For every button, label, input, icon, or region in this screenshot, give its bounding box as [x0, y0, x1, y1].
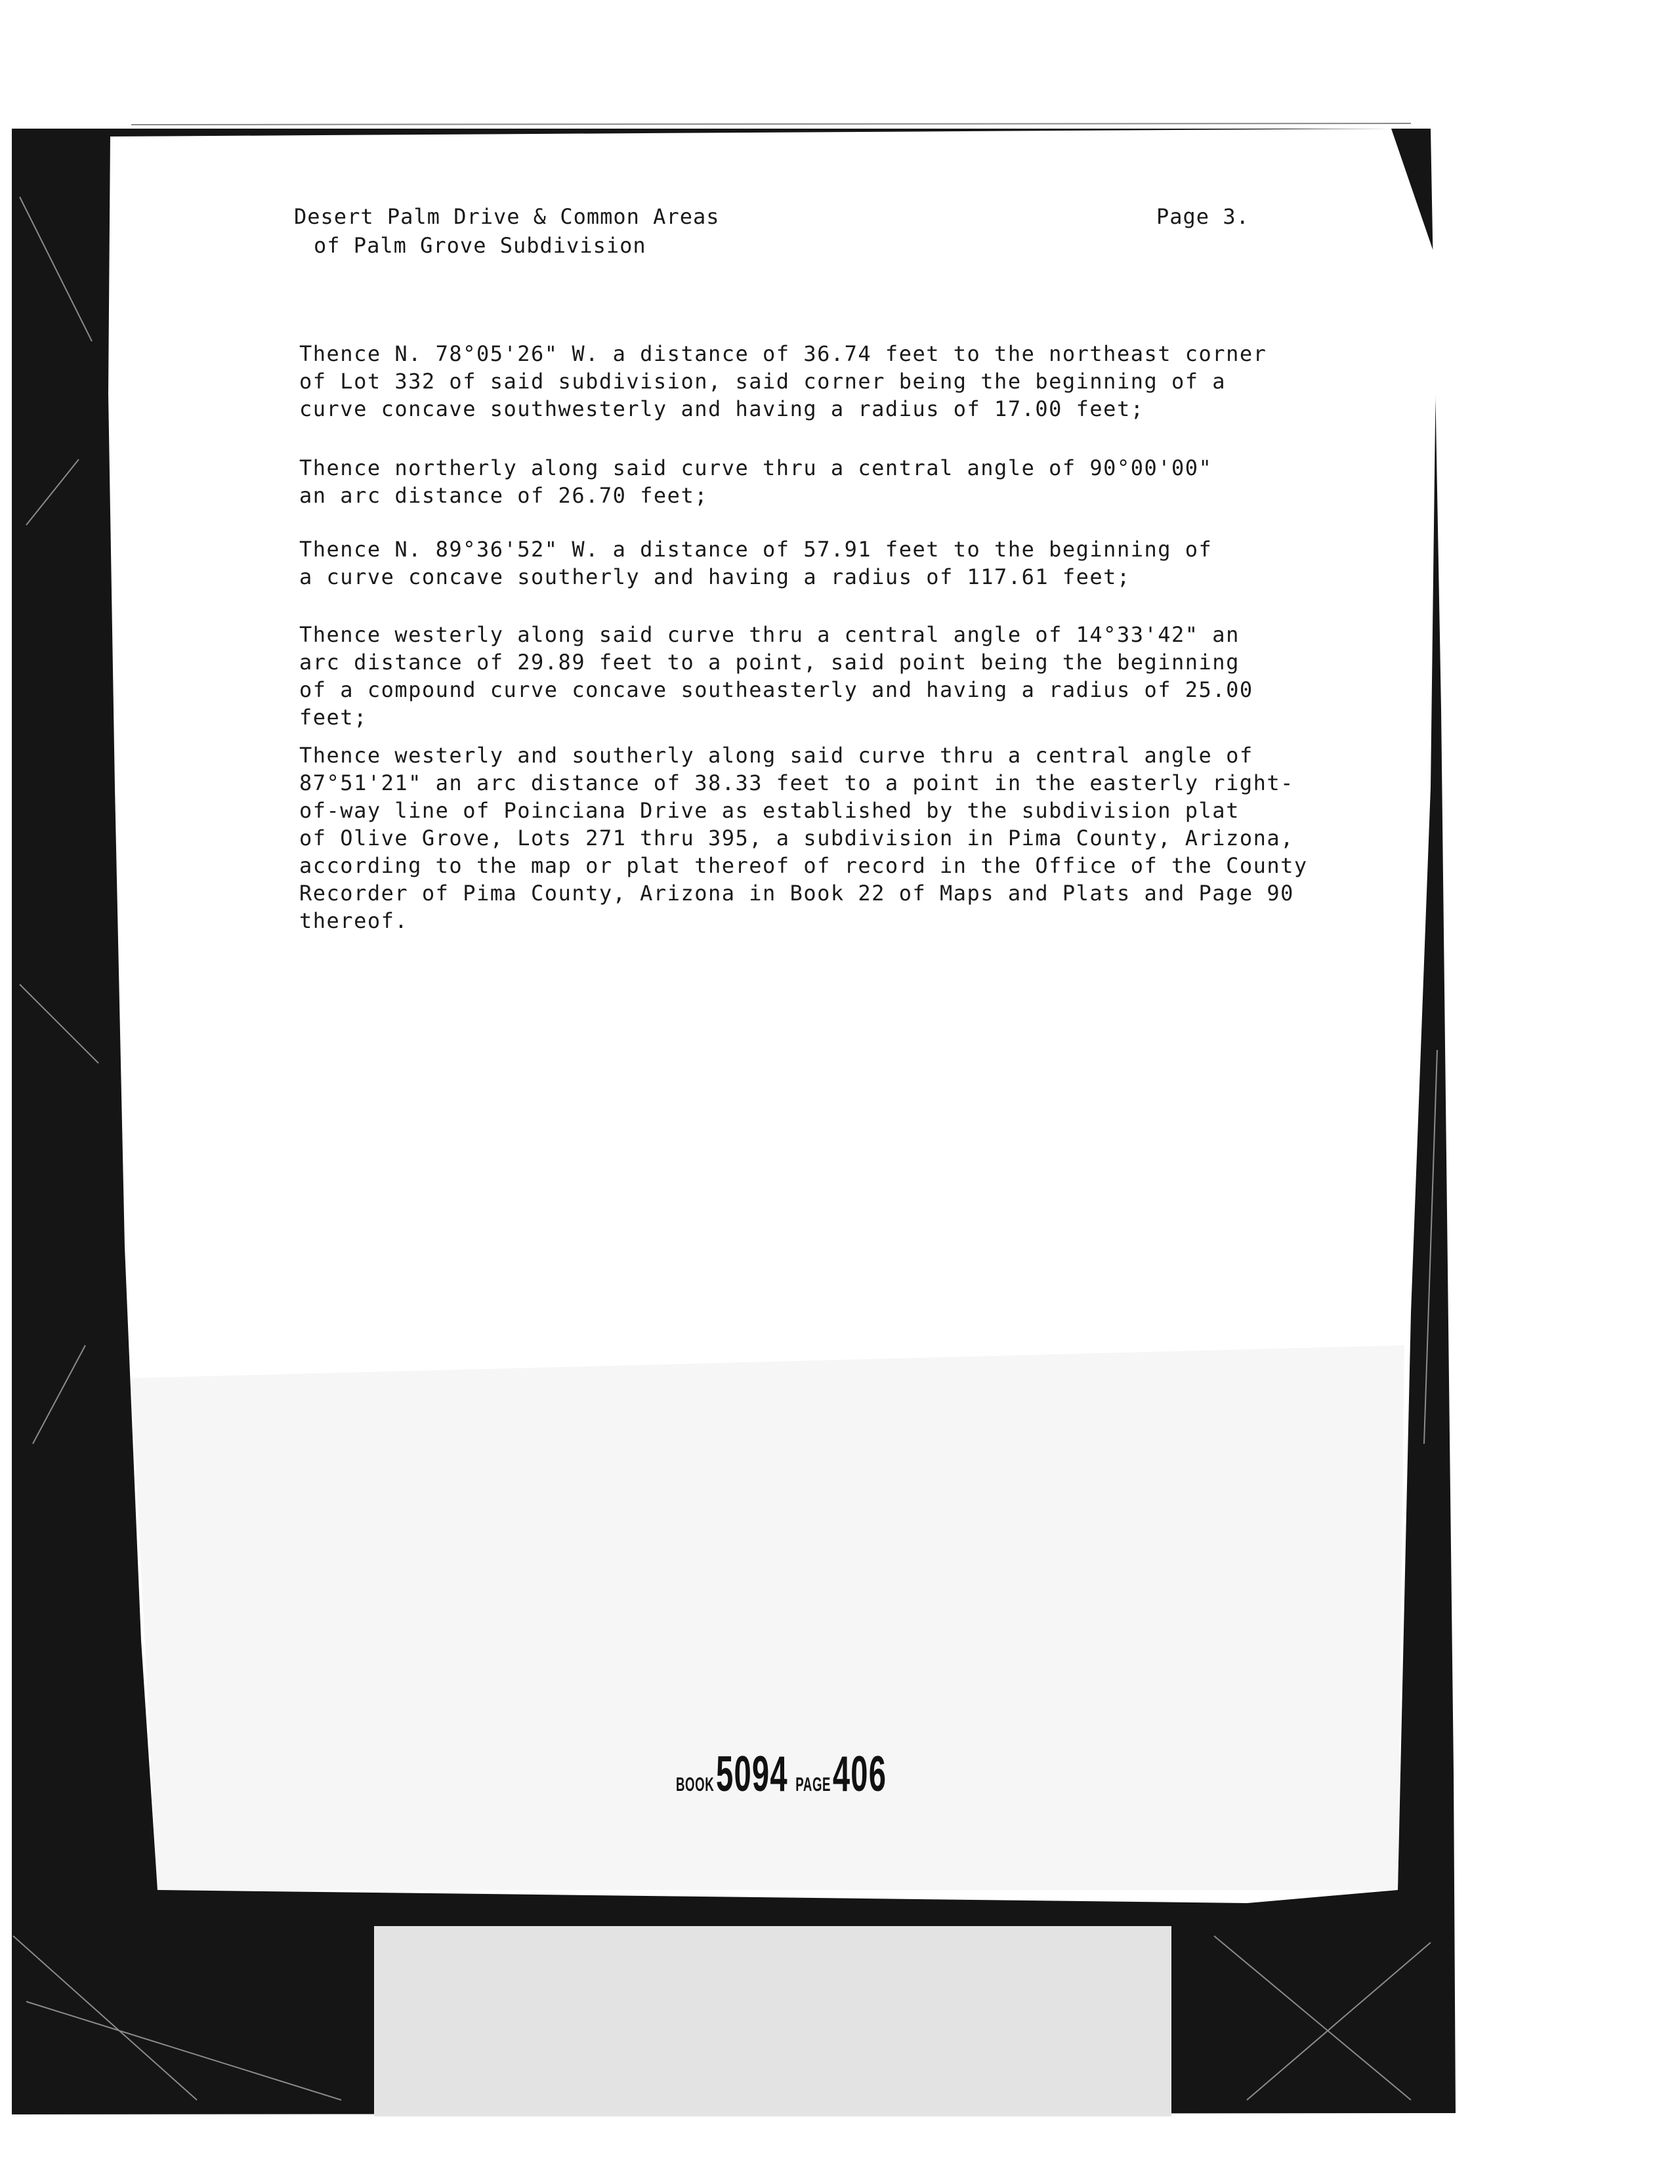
text-line: a curve concave southerly and having a radius of 117.61 feet;: [299, 564, 1131, 589]
page-number-stamp: 406: [832, 1746, 887, 1802]
page-label: PAGE: [795, 1774, 831, 1796]
legal-description-paragraph: [299, 536, 1336, 591]
book-number: 5094: [716, 1746, 788, 1802]
legal-description-paragraph: [299, 454, 1336, 509]
legal-description-paragraph: [299, 742, 1336, 934]
text-line: according to the map or plat thereof of record in the Office of the County: [299, 853, 1308, 878]
text-line: of-way line of Poinciana Drive as established by the subdivision plat: [299, 798, 1240, 823]
legal-description-paragraph: [299, 340, 1336, 423]
text-line: arc distance of 29.89 feet to a point, said point being the beginning: [299, 650, 1240, 675]
text-line: of Lot 332 of said subdivision, said corner being the beginning of a: [299, 369, 1227, 394]
text-line: Recorder of Pima County, Arizona in Book 22 of Maps and Plats and Page 90: [299, 881, 1294, 906]
title-line-1: Desert Palm Drive & Common Areas: [294, 204, 720, 229]
text-line: Thence N. 89°36'52" W. a distance of 57.91 feet to the beginning of: [299, 537, 1213, 562]
page-number: Page 3.: [1156, 204, 1250, 229]
text-line: thereof.: [299, 908, 409, 933]
title-line-2: of Palm Grove Subdivision: [314, 233, 646, 258]
text-line: an arc distance of 26.70 feet;: [299, 483, 708, 508]
text-line: Thence northerly along said curve thru a central angle of 90°00'00": [299, 455, 1213, 480]
book-label: BOOK: [676, 1774, 715, 1796]
text-line: 87°51'21" an arc distance of 38.33 feet to a point in the easterly right-: [299, 770, 1294, 795]
text-line: Thence westerly and southerly along said curve thru a central angle of: [299, 743, 1253, 768]
book-page-stamp: [676, 1746, 887, 1803]
document-title: [294, 202, 720, 260]
text-line: Thence westerly along said curve thru a central angle of 14°33'42" an: [299, 622, 1240, 647]
text-line: of a compound curve concave southeasterly and having a radius of 25.00: [299, 677, 1253, 702]
text-line: curve concave southwesterly and having a radius of 17.00 feet;: [299, 396, 1144, 421]
legal-description-paragraph: [299, 621, 1336, 731]
text-line: of Olive Grove, Lots 271 thru 395, a subdivision in Pima County, Arizona,: [299, 826, 1294, 850]
text-line: Thence N. 78°05'26" W. a distance of 36.74 feet to the northeast corner: [299, 341, 1267, 366]
text-line: feet;: [299, 705, 368, 730]
